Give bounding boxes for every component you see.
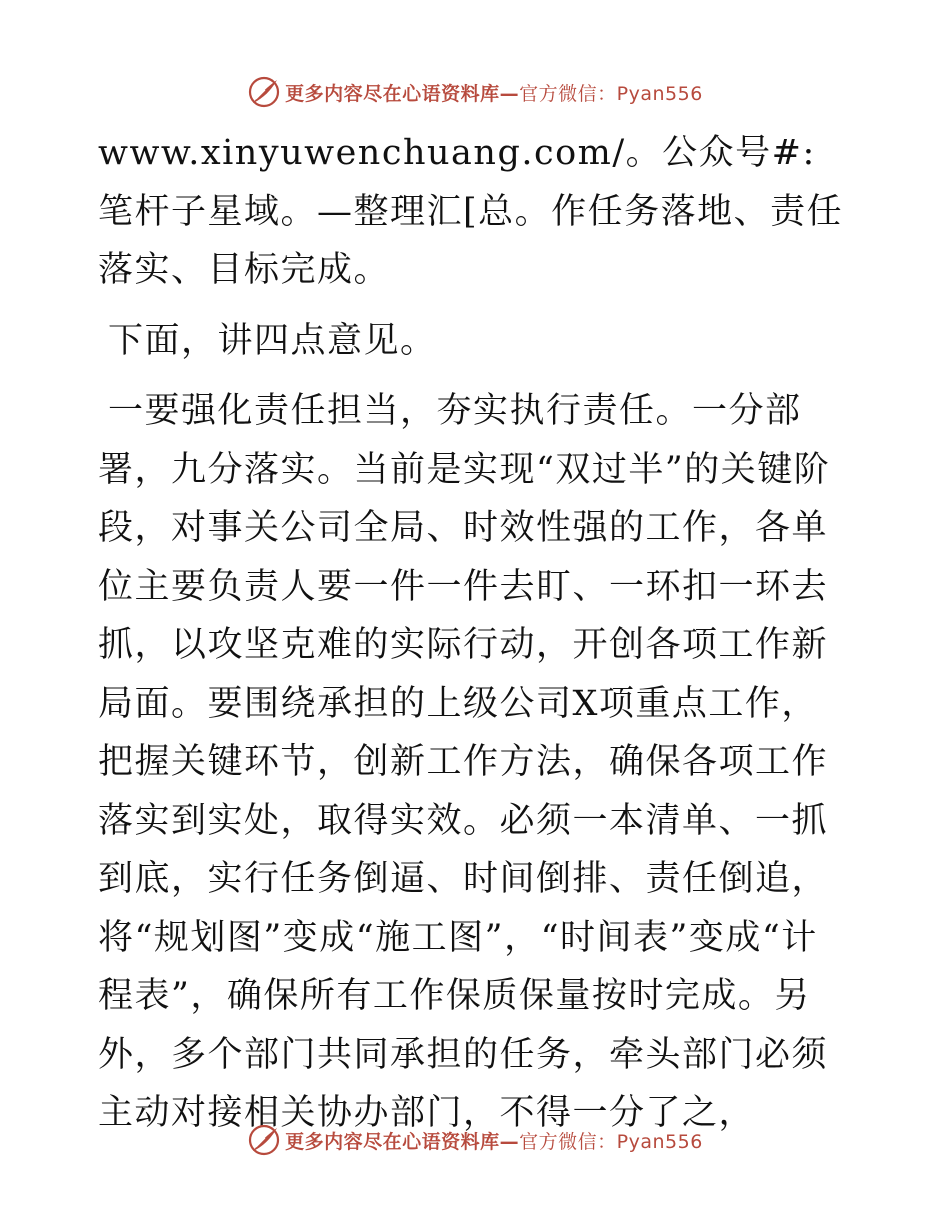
paragraph-3: 一要强化责任担当，夯实执行责任。一分部署，九分落实。当前是实现“双过半”的关键阶段，对事关公司全局、时效性强的工作，各单位主要负责人要一件一件去盯、一环扣一环去抓，以攻坚克难的实际行动，开创各项工作新局面。要围绕承担的上级公司X项重点工作，把握关键环节，创新工作方法，确保各项工作落实到实处，取得实效。必须一本清单、一抓到底，实行任务倒逼、时间倒排、责任倒追，将“规划图”变成“施工图”，“时间表”变成“计程表”，确保所有工作保质保量按时完成。另外，多个部门共同承担的任务，牵头部门必须主动对接相关协办部门，不得一分了之， — [98, 391, 831, 1133]
quill-pen-logo-icon — [247, 75, 281, 109]
footer-banner-title: 更多内容尽在心语资料库— — [285, 1130, 520, 1153]
document-body — [98, 124, 850, 1143]
header-banner — [0, 72, 950, 112]
footer-banner-text — [285, 1127, 703, 1154]
footer-banner-wechat: 官方微信：Pyan556 — [519, 1130, 703, 1153]
footer-banner — [0, 1120, 950, 1160]
paragraph-1: www.xinyuwenchuang.com/。公众号#: 笔杆子星域。—整理汇[总。作任务落地、责任落实、目标完成。 — [98, 133, 844, 290]
quill-pen-logo-icon — [247, 1123, 281, 1157]
paragraph-2: 下面，讲四点意见。 — [108, 320, 437, 361]
header-banner-text — [285, 79, 703, 106]
header-banner-wechat: 官方微信：Pyan556 — [519, 82, 703, 105]
header-banner-title: 更多内容尽在心语资料库— — [285, 82, 520, 105]
